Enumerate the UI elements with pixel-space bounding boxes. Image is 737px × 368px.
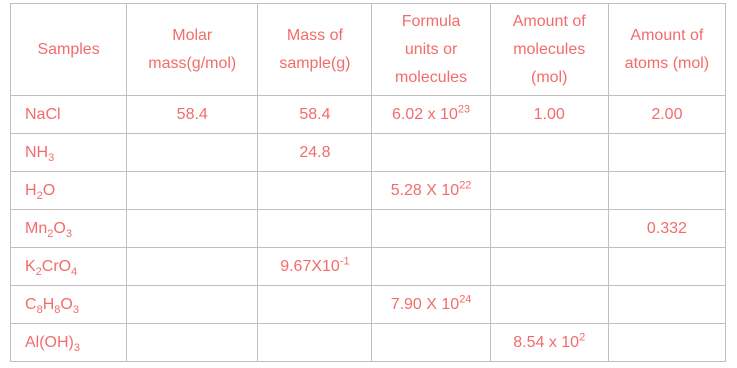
formula-element: O — [53, 219, 66, 237]
value-exponent: 2 — [579, 331, 586, 344]
header-formula-units: Formula units or molecules — [372, 4, 490, 96]
cell-amount-molecules — [490, 134, 608, 172]
table-row — [11, 248, 726, 286]
data-table — [10, 3, 726, 362]
formula-element: H — [42, 295, 55, 313]
cell-amount-atoms — [608, 134, 725, 172]
formula-element: NH — [25, 143, 49, 161]
cell-amount-atoms — [608, 286, 725, 324]
cell-sample — [11, 324, 127, 362]
cell-formula-units — [372, 210, 490, 248]
cell-amount-atoms: 0.332 — [608, 210, 725, 248]
value-exponent: 22 — [459, 179, 472, 192]
cell-amount-atoms — [608, 248, 725, 286]
value-exponent: 23 — [457, 103, 471, 116]
cell-molar-mass — [127, 210, 258, 248]
value-base: 24.8 — [299, 143, 331, 161]
cell-sample — [11, 96, 127, 134]
formula-subscript: 3 — [73, 341, 81, 354]
cell-molar-mass — [127, 172, 258, 210]
cell-molar-mass — [127, 134, 258, 172]
formula-element: C — [25, 295, 37, 313]
header-molar-mass: Molar mass(g/mol) — [127, 4, 258, 96]
cell-formula-units — [372, 286, 490, 324]
formula-subscript: 3 — [65, 227, 72, 240]
formula-subscript: 8 — [54, 303, 61, 316]
formula-element: K — [25, 257, 36, 275]
table-row — [11, 210, 726, 248]
cell-amount-molecules — [490, 324, 608, 362]
formula-subscript: 2 — [36, 189, 43, 202]
cell-sample — [11, 286, 127, 324]
cell-amount-atoms — [608, 172, 725, 210]
formula-subscript: 8 — [36, 303, 43, 316]
cell-amount-molecules — [490, 210, 608, 248]
value-base: 5.28 X 10 — [390, 181, 460, 199]
header-amount-of-atoms: Amount of atoms (mol) — [608, 4, 725, 96]
header-amount-of-molecules: Amount of molecules (mol) — [490, 4, 608, 96]
value-exponent: 24 — [459, 293, 472, 306]
table-row — [11, 134, 726, 172]
header-mass-of-sample: Mass of sample(g) — [258, 4, 372, 96]
cell-molar-mass: 58.4 — [127, 96, 258, 134]
cell-formula-units — [372, 96, 490, 134]
cell-amount-molecules — [490, 286, 608, 324]
value-base: 8.54 x 10 — [513, 333, 580, 351]
value-base: 58.4 — [299, 105, 331, 123]
formula-element: CrO — [41, 257, 72, 275]
cell-sample — [11, 248, 127, 286]
header-row — [11, 4, 726, 96]
cell-molar-mass — [127, 286, 258, 324]
cell-sample — [11, 210, 127, 248]
formula-subscript: 2 — [47, 227, 54, 240]
cell-sample — [11, 134, 127, 172]
cell-mass — [258, 134, 372, 172]
cell-mass — [258, 324, 372, 362]
formula-element: Mn — [25, 219, 48, 237]
header-samples: Samples — [11, 4, 127, 96]
cell-mass — [258, 210, 372, 248]
cell-amount-atoms: 2.00 — [608, 96, 725, 134]
cell-sample — [11, 172, 127, 210]
table-row — [11, 172, 726, 210]
cell-mass — [258, 286, 372, 324]
cell-amount-molecules — [490, 248, 608, 286]
formula-element: Al(OH) — [25, 333, 74, 351]
formula-subscript: 4 — [71, 265, 78, 278]
formula-subscript: 2 — [35, 265, 42, 278]
table-body — [11, 96, 726, 362]
table-row — [11, 286, 726, 324]
formula-subscript: 3 — [72, 303, 79, 316]
formula-element: H — [25, 181, 37, 199]
value-base: 1.00 — [533, 105, 565, 123]
formula-element: O — [60, 295, 73, 313]
formula-element: O — [42, 181, 56, 199]
cell-mass — [258, 172, 372, 210]
cell-mass — [258, 96, 372, 134]
cell-molar-mass — [127, 324, 258, 362]
formula-element: NaCl — [25, 105, 61, 123]
value-base: 7.90 X 10 — [390, 295, 460, 313]
cell-formula-units — [372, 134, 490, 172]
table-row — [11, 324, 726, 362]
table-row — [11, 96, 726, 134]
cell-formula-units — [372, 324, 490, 362]
cell-molar-mass — [127, 248, 258, 286]
value-base: 6.02 x 10 — [392, 105, 458, 123]
cell-formula-units — [372, 172, 490, 210]
cell-amount-molecules — [490, 96, 608, 134]
value-exponent: -1 — [339, 255, 350, 268]
cell-formula-units — [372, 248, 490, 286]
cell-amount-atoms — [608, 324, 725, 362]
value-base: 9.67X10 — [280, 257, 340, 275]
cell-amount-molecules — [490, 172, 608, 210]
formula-subscript: 3 — [48, 151, 55, 164]
cell-mass — [258, 248, 372, 286]
